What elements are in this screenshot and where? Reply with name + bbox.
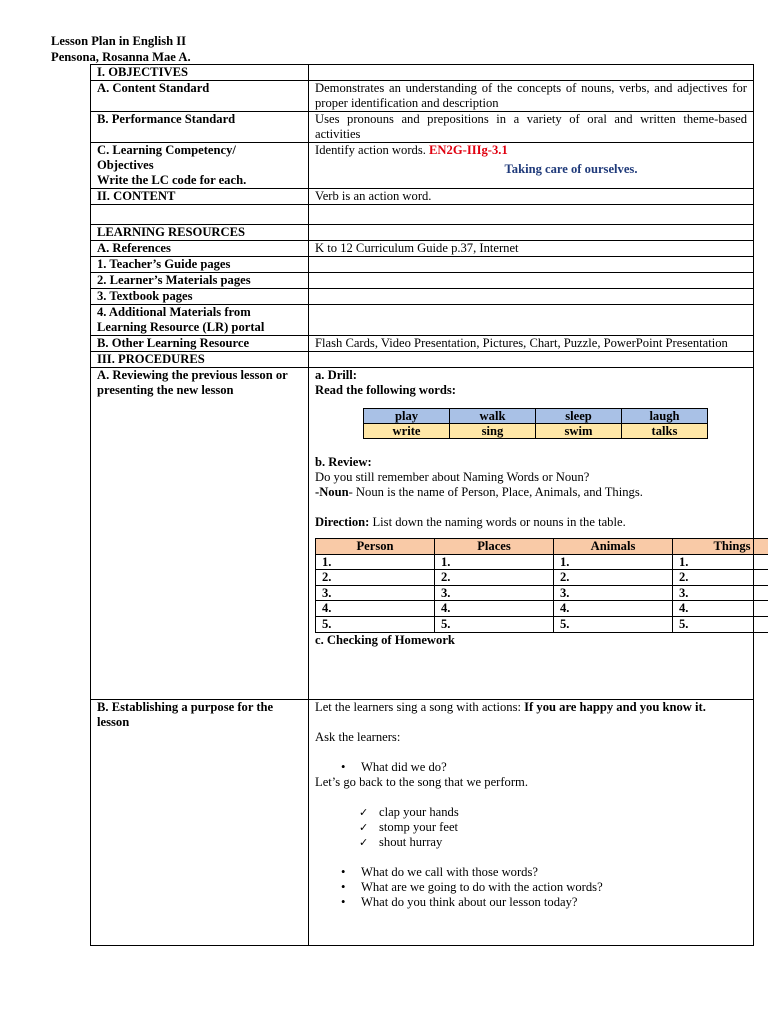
row-procedure-a bbox=[91, 368, 754, 700]
content-standard-text: Demonstrates an understanding of the concepts of nouns, verbs, and adjectives for proper identification and description bbox=[309, 81, 754, 112]
row-tg bbox=[91, 257, 754, 273]
direction-text: List down the naming words or nouns in the table. bbox=[369, 515, 626, 529]
song-instruction: Let the learners sing a song with actions: If you are happy and you know it. bbox=[315, 700, 706, 714]
table-cell: 1. bbox=[673, 554, 768, 570]
table-cell: 2. bbox=[673, 570, 768, 586]
other-resource-label: B. Other Learning Resource bbox=[91, 336, 309, 352]
list-item: • What are we going to do with the action words? bbox=[361, 880, 747, 895]
lc-code: EN2G-IIIg-3.1 bbox=[429, 143, 508, 157]
row-textbook bbox=[91, 289, 754, 305]
table-cell: 2. bbox=[554, 570, 673, 586]
list-item: • What do we call with those words? bbox=[361, 865, 747, 880]
drill-word: walk bbox=[450, 409, 536, 424]
song-recall: Let’s go back to the song that we perform. bbox=[315, 775, 528, 789]
lesson-plan-table bbox=[90, 64, 754, 946]
drill-word: swim bbox=[536, 424, 622, 439]
competency-label: C. Learning Competency/ Objectives Write the LC code for each. bbox=[91, 143, 309, 189]
procedure-a-label: A. Reviewing the previous lesson or presenting the new lesson bbox=[91, 368, 309, 700]
row-procedures bbox=[91, 352, 754, 368]
drill-word: sleep bbox=[536, 409, 622, 424]
drill-instruction: Read the following words: bbox=[315, 383, 456, 397]
table-cell: 4. bbox=[554, 601, 673, 617]
teachers-guide-label: 1. Teacher’s Guide pages bbox=[91, 257, 309, 273]
procedure-b-content bbox=[309, 700, 754, 946]
row-lm bbox=[91, 273, 754, 289]
review-question: Do you still remember about Naming Words or Noun? bbox=[315, 470, 590, 484]
table-cell: 5. bbox=[435, 616, 554, 632]
table-cell: 5. bbox=[554, 616, 673, 632]
lesson-title: Lesson Plan in English II bbox=[51, 34, 187, 48]
table-cell: 4. bbox=[435, 601, 554, 617]
lesson-topic: Taking care of ourselves. bbox=[504, 162, 638, 176]
drill-word: write bbox=[364, 424, 450, 439]
competency-cell bbox=[309, 143, 754, 189]
review-title: b. Review: bbox=[315, 455, 372, 469]
procedure-a-content bbox=[309, 368, 754, 700]
list-item: • What did we do? bbox=[361, 760, 747, 775]
resources-heading: LEARNING RESOURCES bbox=[91, 225, 309, 241]
table-cell: 3. bbox=[554, 585, 673, 601]
nouns-header: Person bbox=[316, 539, 435, 555]
row-references bbox=[91, 241, 754, 257]
content-standard-label: A. Content Standard bbox=[91, 81, 309, 112]
table-cell: 4. bbox=[316, 601, 435, 617]
direction-label: Direction: bbox=[315, 515, 370, 529]
row-performance-standard bbox=[91, 112, 754, 143]
drill-word: talks bbox=[622, 424, 708, 439]
author-name: Pensona, Rosanna Mae A. bbox=[51, 49, 191, 64]
textbook-label: 3. Textbook pages bbox=[91, 289, 309, 305]
content-label: II. CONTENT bbox=[91, 189, 309, 205]
procedure-b-label: B. Establishing a purpose for the lesson bbox=[91, 700, 309, 946]
table-cell: 5. bbox=[316, 616, 435, 632]
table-cell: 1. bbox=[316, 554, 435, 570]
table-cell: 1. bbox=[554, 554, 673, 570]
drill-word: play bbox=[364, 409, 450, 424]
objectives-heading: I. OBJECTIVES bbox=[91, 65, 309, 81]
table-cell: 1. bbox=[435, 554, 554, 570]
noun-term: -Noun bbox=[315, 485, 349, 499]
content-text: Verb is an action word. bbox=[309, 189, 754, 205]
table-row bbox=[316, 585, 768, 601]
nouns-header: Things bbox=[673, 539, 768, 555]
table-row bbox=[316, 616, 768, 632]
table-cell: 2. bbox=[316, 570, 435, 586]
drill-title: a. Drill: bbox=[315, 368, 357, 382]
nouns-header: Places bbox=[435, 539, 554, 555]
list-item: ✓ stomp your feet bbox=[379, 820, 747, 835]
row-spacer bbox=[91, 205, 754, 225]
row-competency bbox=[91, 143, 754, 189]
direction-line bbox=[315, 515, 747, 530]
references-text: K to 12 Curriculum Guide p.37, Internet bbox=[309, 241, 754, 257]
noun-definition: - Noun is the name of Person, Place, Animals, and Things. bbox=[348, 485, 643, 499]
performance-standard-text: Uses pronouns and prepositions in a variety of oral and written theme-based activities bbox=[309, 112, 754, 143]
table-cell: 4. bbox=[673, 601, 768, 617]
drill-word: sing bbox=[450, 424, 536, 439]
row-content bbox=[91, 189, 754, 205]
nouns-header: Animals bbox=[554, 539, 673, 555]
performance-standard-label: B. Performance Standard bbox=[91, 112, 309, 143]
drill-row bbox=[364, 409, 708, 424]
drill-words-table bbox=[363, 408, 708, 439]
nouns-header-row bbox=[316, 539, 768, 555]
table-cell: 3. bbox=[316, 585, 435, 601]
table-row bbox=[316, 570, 768, 586]
nouns-table bbox=[315, 538, 768, 633]
table-row bbox=[316, 601, 768, 617]
document-header bbox=[51, 34, 191, 65]
learners-materials-label: 2. Learner’s Materials pages bbox=[91, 273, 309, 289]
question-list-2 bbox=[315, 865, 747, 910]
list-item: • What do you think about our lesson today? bbox=[361, 895, 747, 910]
row-other-resource bbox=[91, 336, 754, 352]
ask-learners: Ask the learners: bbox=[315, 730, 401, 744]
drill-row bbox=[364, 424, 708, 439]
row-content-standard bbox=[91, 81, 754, 112]
row-procedure-b bbox=[91, 700, 754, 946]
homework-title: c. Checking of Homework bbox=[315, 632, 455, 647]
table-cell: 2. bbox=[435, 570, 554, 586]
row-objectives bbox=[91, 65, 754, 81]
table-row bbox=[316, 554, 768, 570]
question-list-1 bbox=[315, 760, 747, 775]
other-resource-text: Flash Cards, Video Presentation, Pictures, Chart, Puzzle, PowerPoint Presentation bbox=[309, 336, 754, 352]
row-resources bbox=[91, 225, 754, 241]
additional-materials-label: 4. Additional Materials from Learning Resource (LR) portal bbox=[91, 305, 309, 336]
table-cell: 3. bbox=[673, 585, 768, 601]
procedures-heading: III. PROCEDURES bbox=[91, 352, 309, 368]
drill-word: laugh bbox=[622, 409, 708, 424]
table-cell: 5. bbox=[673, 616, 768, 632]
song-title: If you are happy and you know it. bbox=[524, 700, 706, 714]
references-label: A. References bbox=[91, 241, 309, 257]
competency-text: Identify action words. bbox=[315, 143, 426, 157]
action-list bbox=[315, 805, 747, 850]
row-additional bbox=[91, 305, 754, 336]
table-cell: 3. bbox=[435, 585, 554, 601]
list-item: ✓ shout hurray bbox=[379, 835, 747, 850]
list-item: ✓ clap your hands bbox=[379, 805, 747, 820]
noun-definition-line bbox=[315, 485, 747, 500]
